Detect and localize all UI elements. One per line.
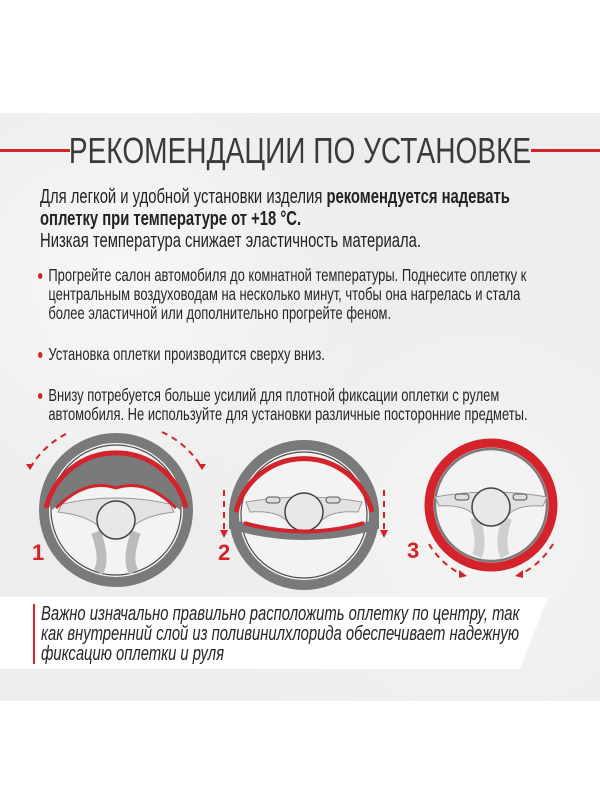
step-1: [20, 420, 220, 590]
steering-wheel-cover-top-icon: [20, 420, 220, 590]
intro-text: Для легкой и удобной установки изделия: [40, 186, 327, 208]
list-item-text: Прогрейте салон автомобиля до комнатной температуры. Поднесите оплетку к центральным воздуховодам на несколько минут, чтобы она нагрелась и стала более эластичной или дополнительно прогрейте феном.: [48, 265, 527, 323]
list-item-text: Внизу потребуется больше усилий для плотной фиксации оплетки с рулем автомобиля. Не используйте для установки различные посторонние предметы.: [48, 385, 528, 424]
step-number: 2: [218, 540, 231, 565]
bullet-dot-icon: [38, 393, 42, 399]
step-number: 3: [407, 538, 420, 563]
steering-wheel-cover-middle-icon: [210, 420, 410, 590]
list-item: [38, 345, 571, 364]
intro-emphasis: рекомендуется надевать оплетку при температуре от +18 °C.: [40, 186, 510, 230]
intro-text-secondary: Низкая температура снижает эластичность материала.: [40, 230, 421, 252]
important-note-text: Важно изначально правильно расположить оплетку по центру, так как внутренний слой из поливинилхлорида обеспечивает надежную фиксацию оплетки и руля: [41, 603, 520, 665]
step-number: 1: [32, 540, 45, 565]
step-3: [395, 420, 595, 590]
steering-wheel-cover-complete-icon: [395, 420, 595, 590]
step-2: [210, 420, 410, 590]
title-divider-left: [0, 149, 70, 152]
title-divider-right: [531, 149, 600, 152]
list-item-text: Установка оплетки производится сверху вниз.: [48, 344, 325, 364]
note-accent-bar: [33, 604, 35, 664]
bullet-dot-icon: [38, 352, 42, 358]
intro-paragraph: [40, 186, 558, 252]
page-title: РЕКОМЕНДАЦИИ ПО УСТАНОВКЕ: [68, 130, 532, 171]
list-item: [38, 266, 559, 323]
list-item: [38, 386, 559, 424]
installation-steps: [0, 420, 600, 590]
bullet-dot-icon: [38, 273, 42, 279]
